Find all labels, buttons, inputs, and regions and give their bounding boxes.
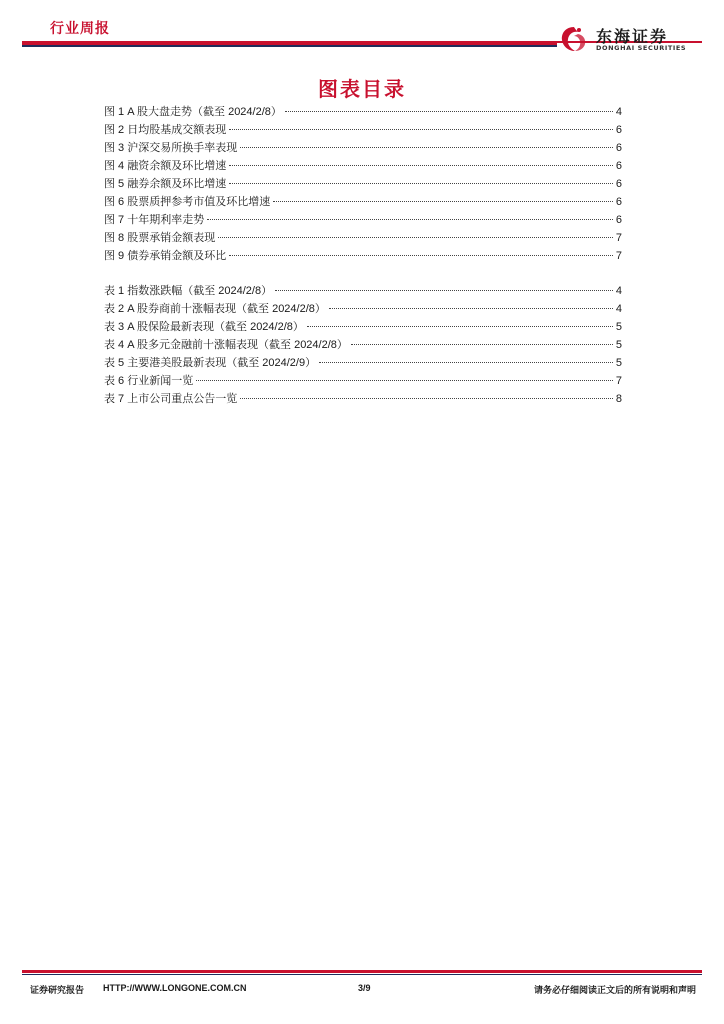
dot-leader bbox=[240, 147, 613, 148]
figure-entry[interactable] bbox=[104, 247, 622, 265]
figure-entry-page: 7 bbox=[615, 250, 622, 262]
figure-entry-label: 图 1 A 股大盘走势（截至 2024/2/8） bbox=[104, 106, 282, 118]
page-title: 图表目录 bbox=[318, 77, 406, 101]
dot-leader bbox=[285, 111, 613, 112]
dot-leader bbox=[351, 344, 613, 345]
table-entry-page: 7 bbox=[615, 375, 622, 387]
figure-entry-label: 图 4 融资余额及环比增速 bbox=[104, 160, 227, 172]
dot-leader bbox=[329, 308, 613, 309]
figure-entry[interactable] bbox=[104, 103, 622, 121]
table-entry-page: 4 bbox=[615, 285, 622, 297]
figure-entry-label: 图 6 股票质押参考市值及环比增速 bbox=[104, 196, 271, 208]
table-entry[interactable] bbox=[104, 372, 622, 390]
footer-page-number: 3/9 bbox=[358, 983, 371, 993]
figure-entry[interactable] bbox=[104, 157, 622, 175]
figure-entry-label: 图 7 十年期利率走势 bbox=[104, 214, 205, 226]
table-entry-page: 5 bbox=[615, 321, 622, 333]
logo-english-name: DONGHAI SECURITIES bbox=[596, 44, 687, 52]
figure-entry[interactable] bbox=[104, 139, 622, 157]
table-entry[interactable] bbox=[104, 354, 622, 372]
dot-leader bbox=[207, 219, 613, 220]
figure-entry-page: 7 bbox=[615, 232, 622, 244]
table-entry-page: 5 bbox=[615, 357, 622, 369]
figure-entry-page: 6 bbox=[615, 160, 622, 172]
table-list bbox=[104, 282, 622, 408]
table-entry-label: 表 5 主要港美股最新表现（截至 2024/2/9） bbox=[104, 357, 317, 369]
table-entry-page: 8 bbox=[615, 393, 622, 405]
figure-entry-page: 6 bbox=[615, 196, 622, 208]
dot-leader bbox=[319, 362, 613, 363]
logo-chinese-name: 东海证券 bbox=[596, 27, 669, 46]
company-logo bbox=[558, 24, 708, 54]
dot-leader bbox=[218, 237, 613, 238]
figure-entry[interactable] bbox=[104, 229, 622, 247]
figure-entry-page: 4 bbox=[615, 106, 622, 118]
table-entry-label: 表 6 行业新闻一览 bbox=[104, 375, 194, 387]
table-entry-page: 5 bbox=[615, 339, 622, 351]
table-entry[interactable] bbox=[104, 300, 622, 318]
dot-leader bbox=[229, 255, 613, 256]
footer-website-link[interactable]: HTTP://WWW.LONGONE.COM.CN bbox=[103, 983, 247, 993]
table-entry[interactable] bbox=[104, 282, 622, 300]
section-label: 行业周报 bbox=[50, 21, 110, 37]
dot-leader bbox=[229, 129, 613, 130]
footer-report-type: 证券研究报告 bbox=[30, 986, 85, 996]
figure-entry[interactable] bbox=[104, 193, 622, 211]
figure-entry[interactable] bbox=[104, 175, 622, 193]
table-entry-label: 表 7 上市公司重点公告一览 bbox=[104, 393, 238, 405]
figure-entry[interactable] bbox=[104, 211, 622, 229]
page-header bbox=[0, 0, 724, 60]
table-entry[interactable] bbox=[104, 318, 622, 336]
dot-leader bbox=[229, 165, 613, 166]
header-rule-navy bbox=[22, 45, 557, 47]
figure-entry-page: 6 bbox=[615, 214, 622, 226]
dot-leader bbox=[196, 380, 613, 381]
figure-entry-page: 6 bbox=[615, 124, 622, 136]
figure-entry-label: 图 5 融券余额及环比增速 bbox=[104, 178, 227, 190]
dot-leader bbox=[307, 326, 613, 327]
figure-entry-label: 图 3 沪深交易所换手率表现 bbox=[104, 142, 238, 154]
figure-list bbox=[104, 103, 622, 265]
figure-entry-label: 图 2 日均股基成交额表现 bbox=[104, 124, 227, 136]
figure-entry-label: 图 8 股票承销金额表现 bbox=[104, 232, 216, 244]
table-entry[interactable] bbox=[104, 390, 622, 408]
dot-leader bbox=[275, 290, 613, 291]
table-entry-label: 表 1 指数涨跌幅（截至 2024/2/8） bbox=[104, 285, 273, 297]
table-entry-label: 表 2 A 股券商前十涨幅表现（截至 2024/2/8） bbox=[104, 303, 326, 315]
table-entry[interactable] bbox=[104, 336, 622, 354]
footer-rule-navy bbox=[22, 974, 702, 975]
dot-leader bbox=[240, 398, 613, 399]
table-entry-label: 表 4 A 股多元金融前十涨幅表现（截至 2024/2/8） bbox=[104, 339, 348, 351]
table-entry-label: 表 3 A 股保险最新表现（截至 2024/2/8） bbox=[104, 321, 304, 333]
figure-entry[interactable] bbox=[104, 121, 622, 139]
dragon-logo-icon bbox=[558, 24, 590, 54]
figure-entry-page: 6 bbox=[615, 178, 622, 190]
footer-disclaimer: 请务必仔细阅读正文后的所有说明和声明 bbox=[533, 986, 696, 996]
dot-leader bbox=[273, 201, 613, 202]
figure-entry-label: 图 9 债券承销金额及环比 bbox=[104, 250, 227, 262]
dot-leader bbox=[229, 183, 613, 184]
figure-entry-page: 6 bbox=[615, 142, 622, 154]
footer-rule-red bbox=[22, 970, 702, 973]
table-entry-page: 4 bbox=[615, 303, 622, 315]
